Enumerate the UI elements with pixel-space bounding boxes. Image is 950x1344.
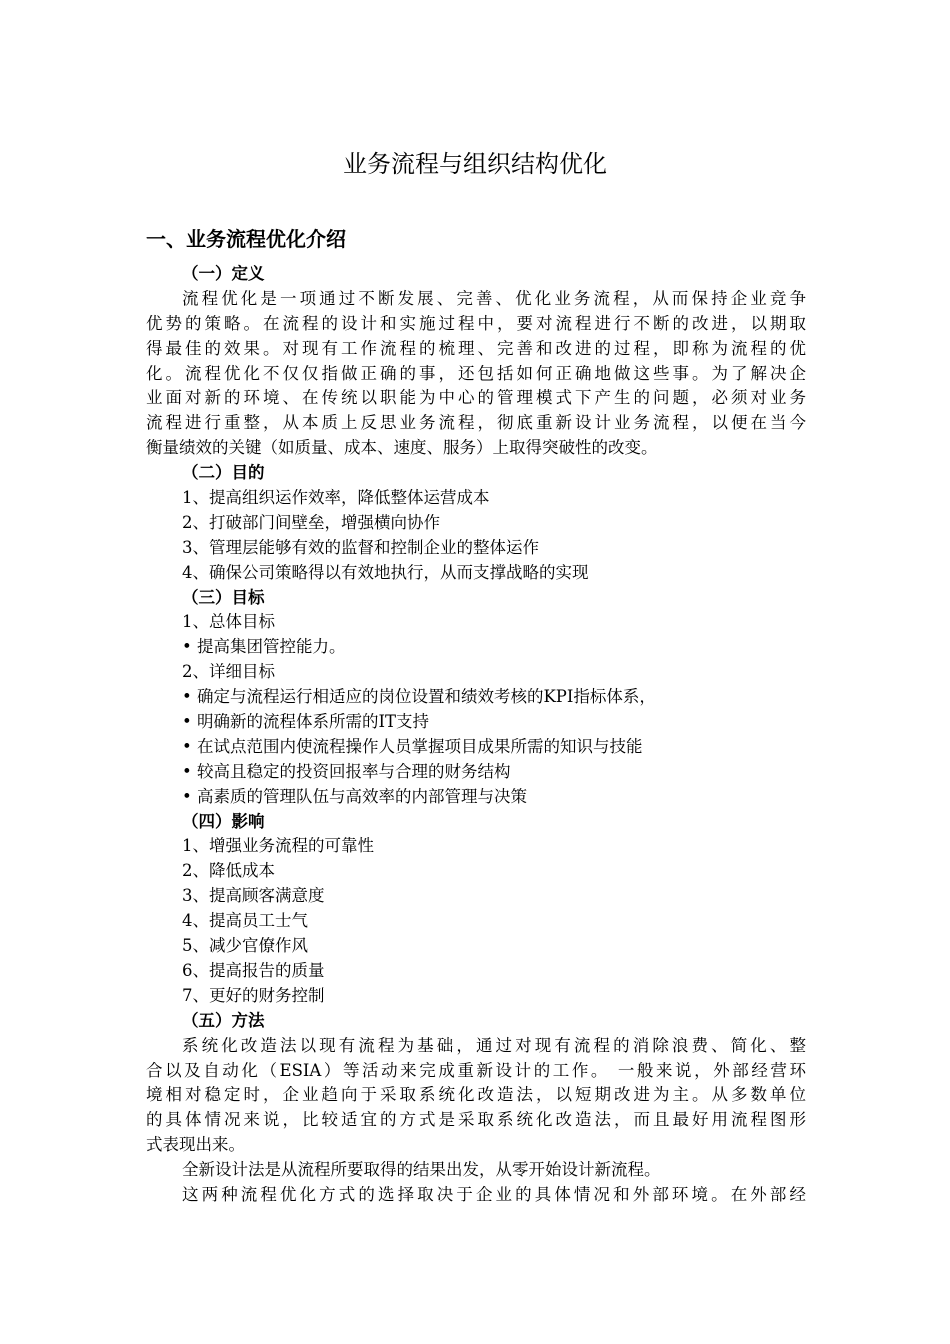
bullet-item: • 明确新的流程体系所需的IT支持 <box>182 712 430 732</box>
paragraph-line: 境相对稳定时，企业趋向于采取系统化改造法，以短期改进为主。从多数单位 <box>146 1085 806 1105</box>
bullet-item: • 在试点范围内使流程操作人员掌握项目成果所需的知识与技能 <box>182 736 643 756</box>
document-title: 业务流程与组织结构优化 <box>343 150 607 178</box>
list-item: 7、更好的财务控制 <box>182 985 325 1005</box>
subheading-goals: （三）目标 <box>182 587 265 607</box>
bullet-item: • 较高且稳定的投资回报率与合理的财务结构 <box>182 761 511 781</box>
paragraph-line: 合以及自动化（ESIA）等活动来完成重新设计的工作。 一般来说，外部经营环 <box>146 1060 806 1080</box>
paragraph-line: 流程进行重整，从本质上反思业务流程，彻底重新设计业务流程，以便在当今 <box>146 413 806 433</box>
list-item: 4、确保公司策略得以有效地执行，从而支撑战略的实现 <box>182 562 589 582</box>
document-body <box>146 262 806 1208</box>
list-item: 2、打破部门间壁垒，增强横向协作 <box>182 512 440 532</box>
paragraph-line: 的具体情况来说，比较适宜的方式是采取系统化改造法，而且最好用流程图形 <box>146 1110 806 1130</box>
bullet-item: • 提高集团管控能力。 <box>182 637 346 657</box>
bullet-item: • 确定与流程运行相适应的岗位设置和绩效考核的KPI指标体系， <box>182 687 656 707</box>
subheading-impact: （四）影响 <box>182 811 265 831</box>
list-item: 1、增强业务流程的可靠性 <box>182 836 374 856</box>
list-item: 6、提高报告的质量 <box>182 960 325 980</box>
paragraph-line: 业面对新的环境、在传统以职能为中心的管理模式下产生的问题，必须对业务 <box>146 388 806 408</box>
paragraph-line: 优势的策略。在流程的设计和实施过程中，要对流程进行不断的改进，以期取 <box>146 313 806 333</box>
paragraph-line: 这两种流程优化方式的选择取决于企业的具体情况和外部环境。在外部经 <box>182 1184 806 1204</box>
subheading-purpose: （二）目的 <box>182 463 265 483</box>
bullet-item: • 高素质的管理队伍与高效率的内部管理与决策 <box>182 786 527 806</box>
list-item: 1、提高组织运作效率，降低整体运营成本 <box>182 488 490 508</box>
list-item: 3、管理层能够有效的监督和控制企业的整体运作 <box>182 537 539 557</box>
paragraph-line: 式表现出来。 <box>146 1135 245 1155</box>
paragraph-line: 化。流程优化不仅仅指做正确的事，还包括如何正确地做这些事。为了解决企 <box>146 363 806 383</box>
paragraph-line: 全新设计法是从流程所要取得的结果出发，从零开始设计新流程。 <box>182 1160 661 1180</box>
list-item: 4、提高员工士气 <box>182 911 308 931</box>
paragraph-line: 得最佳的效果。对现有工作流程的梳理、完善和改进的过程，即称为流程的优 <box>146 338 806 358</box>
list-label-overall: 1、总体目标 <box>182 612 275 632</box>
paragraph-line: 流程优化是一项通过不断发展、完善、优化业务流程，从而保持企业竞争 <box>182 288 806 308</box>
list-item: 5、减少官僚作风 <box>182 936 308 956</box>
subheading-method: （五）方法 <box>182 1010 265 1030</box>
list-item: 2、降低成本 <box>182 861 275 881</box>
subheading-definition: （一）定义 <box>182 264 265 283</box>
list-item: 3、提高顾客满意度 <box>182 886 325 906</box>
list-label-detailed: 2、详细目标 <box>182 662 275 682</box>
paragraph-line: 系统化改造法以现有流程为基础，通过对现有流程的消除浪费、简化、整 <box>182 1035 806 1055</box>
paragraph-line: 衡量绩效的关键（如质量、成本、速度、服务）上取得突破性的改变。 <box>146 438 658 458</box>
section-heading-1: 一、业务流程优化介绍 <box>146 227 346 251</box>
